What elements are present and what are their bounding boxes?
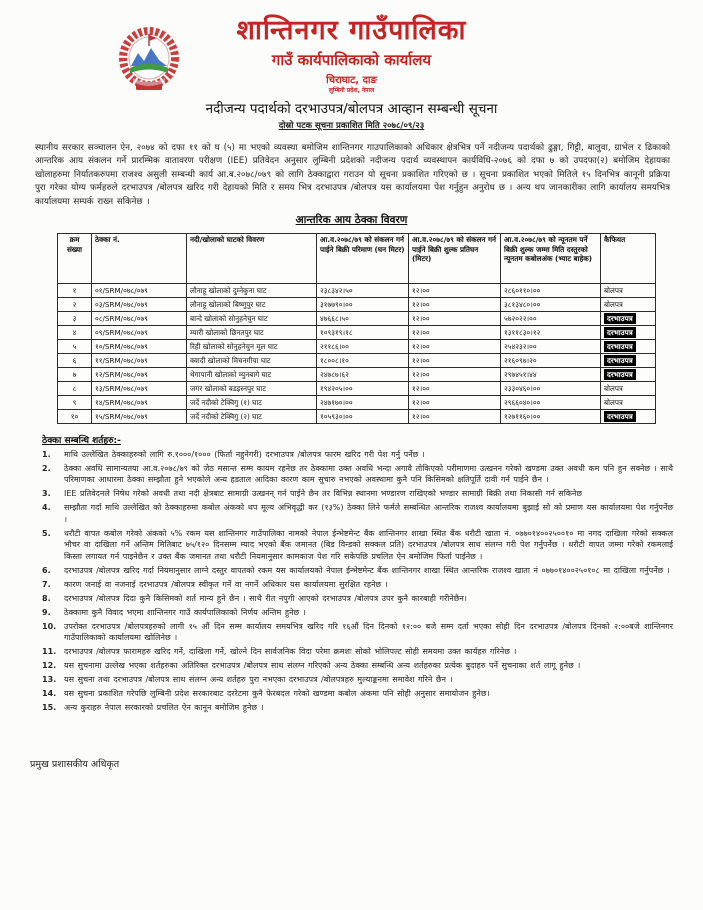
- remark-label: बोलपत्र: [604, 286, 623, 296]
- term-text: सम्झौता गर्दा माथि उल्लेखित को ठेक्काहरुमा कबोल अंकको थप मूल्य अभिवृद्धी कर (१३%) ठेक्का लिने फर्मले सम्बन्धित आन्तरिक राजश्व कार्यालयमा बुझाई सो को प्रमाण यस कार्यालयमा पेश गर्नुपर्नेछ ।: [64, 503, 673, 524]
- notice-title: नदीजन्य पदार्थको दरभाउपत्र/बोलपत्र आव्हान सम्बन्धी सूचना: [205, 101, 498, 117]
- remark: [601, 382, 656, 396]
- term-number: 4.: [42, 503, 51, 513]
- term-item: [42, 463, 673, 486]
- min-bid-amount: ५७२०२२।००: [501, 312, 601, 326]
- term-number: 15.: [42, 703, 57, 713]
- term-item: [42, 607, 673, 618]
- column-header-6: कैफियत: [601, 234, 656, 284]
- term-text: दरभाउपत्र /बोलपत्र खरिद गर्दा नियमानुसार लाग्ने दस्तुर वापतको रकम यस कार्यालयको नेपाल ईन्भेष्टमेन्ट बैंक शान्तिनगर शाखा स्थित आन्तरिक राजश्व खाता नं ०७७०१४००२५०१०८ मा दाखिला गर्नुपर्नेछ ।: [64, 565, 670, 575]
- term-item: [42, 674, 673, 685]
- contract-no: ०९/SRM/०७८/०७९: [92, 326, 187, 340]
- sn: ४: [58, 326, 92, 340]
- table-row: [58, 410, 656, 424]
- remark-label: दरभाउपत्र: [604, 369, 636, 380]
- contract-no: ०८/SRM/०७८/०७९: [92, 312, 187, 326]
- contract-no: १२/SRM/०७८/०७९: [92, 368, 187, 382]
- contract-no: ११/SRM/०७८/०७९: [92, 354, 187, 368]
- contract-no: ०१/SRM/०७८/०७९: [92, 284, 187, 298]
- signature-title: प्रमुख प्रशासकीय अधिकृत: [30, 759, 120, 771]
- office-place: चिराघाट, दाङ: [326, 75, 377, 86]
- notice-body-paragraph: स्थानीय सरकार सञ्चालन ऐन, २०७४ को दफा ११ को घ (५) मा भएको व्यवस्था बमोजिम शान्तिनगर गाउपालिकाको अधिकार क्षेत्रभित्र पर्ने नदीजन्य पदार्थको ढुङ्गा, गिट्टी, बालुवा, ग्राभेल र ढिकाको आन्तरिक आय संकलन गर्ने प्रारम्भिक वातावरण परीक्षण (IEE) प्रतिवेदन अनुसार लुम्बिनी प्रदेशको नदीजन्य पदार्थ व्यवस्थापन कार्यविधि-२०७६ को दफा ७ को उपदफा(२) बमोजिम देहायका खोलाहरुमा निर्यातकरुपमा राजश्व असुली सम्बन्धी कार्य आ.ब.२०७८/०७९ को लागि ठेक्काद्वारा गराउन यो सूचना प्रकाशित गरिएको छ । सूचना प्रकाशित भएको मितिले १५ दिनभित्र कानूनी प्रक्रिया पुरा गरेका योग्य फर्महरुले दरभाउपत्र /बोलपत्र खरिद गरी देहायको मिति र समय भित्र दरभाउपत्र /बोलपत्र यस कार्यालयमा पेश गर्नुहुन अनुरोध छ । अन्य थप जानकारीका लागि कार्यालय समयभित्र कार्यालयमा सम्पर्क राख्न सकिनेछ ।: [35, 143, 670, 207]
- quantity: ४७६६८।५०: [317, 312, 409, 326]
- remark-label: दरभाउपत्र: [604, 313, 636, 324]
- term-number: 5.: [42, 528, 51, 538]
- term-text: उपरोक्त दरभाउपत्र /बोलपत्रहरुको लागी १५ औं दिन सम्म कार्यालय समयभित्र खरिद गरि १६औं दिन दिनको १२:०० बजे सम्म दर्ता भएका सोही दिन दरभाउपत्र /बोलपत्र दिनको २:००बजे शान्तिनगर गाउँपालिकाको कार्यालयमा खोलिनेछ ।: [64, 621, 673, 643]
- min-bid-amount: १२७११६०।००: [501, 410, 601, 424]
- publish-date-line: दोस्रो पटक सूचना प्रकाशित मिति २०७८/०९/२३: [278, 121, 425, 131]
- nepal-coat-of-arms-icon: [119, 26, 179, 96]
- term-item: [42, 646, 673, 657]
- term-number: 2.: [42, 464, 51, 474]
- table-header: [58, 234, 656, 284]
- rate: १२।००: [409, 354, 501, 368]
- table-row: [58, 284, 656, 298]
- remark-label: बोलपत्र: [604, 384, 623, 394]
- ghat-description: क्वादी खोलाको मिचनगीया घाट: [187, 354, 317, 368]
- min-bid-amount: ३८१३४८०।००: [501, 298, 601, 312]
- term-number: 11.: [42, 647, 57, 657]
- remark-label: दरभाउपत्र: [604, 341, 636, 352]
- rate: १२।००: [409, 396, 501, 410]
- remark: [601, 284, 656, 298]
- term-number: 14.: [42, 689, 57, 699]
- term-item: [42, 621, 673, 644]
- term-item: [42, 593, 673, 604]
- table-row: [58, 340, 656, 354]
- sn: ८: [58, 382, 92, 396]
- table-row: [58, 298, 656, 312]
- column-header-1: ठेक्का नं.: [92, 234, 187, 284]
- term-number: 9.: [42, 607, 51, 617]
- rate: १२।००: [409, 382, 501, 396]
- ghat-description: लौनाहू खोलाको दुम्नेकुना घाट: [187, 284, 317, 298]
- rate: १२।००: [409, 340, 501, 354]
- column-header-3: आ.व.२०७८/७९ को संकलन गर्न पाईने बिक्री परिमाण (घन मिटर): [317, 234, 409, 284]
- term-text: कारण जनाई वा नजनाई दरभाउपत्र /बोलपत्र स्वीकृत गर्ने वा नगर्ने अधिकार यस कार्यालयमा सुरक्षित रहनेछ ।: [64, 579, 388, 589]
- term-item: [42, 565, 673, 576]
- rate: १२।००: [409, 284, 501, 298]
- term-text: ठेक्कामा कुनै विवाद भएमा शान्तिनगर गाउँ कार्यपालिकाको निर्णय अन्तिम हुनेछ ।: [64, 607, 306, 617]
- term-number: 8.: [42, 593, 51, 603]
- document-header: [0, 0, 703, 131]
- ghat-description: जगर खोलाको बडइस्नपुर घाट: [187, 382, 317, 396]
- table-row: [58, 396, 656, 410]
- term-text: दरभाउपत्र /बोलपत्र दिदा कुनै किसिमको शर्त मान्य हुने छैन । साथै रीत नपुगी आएको दरभाउपत्र /बोलपत्र उपर कुनै कारबाही गरीनेछैन।: [64, 593, 467, 603]
- term-item: [42, 660, 673, 671]
- sn: १: [58, 284, 92, 298]
- contract-no: १४/SRM/०७८/०७९: [92, 396, 187, 410]
- ghat-description: म्यारी खोलाको छिनतपुर घाट: [187, 326, 317, 340]
- contract-no: ०३/SRM/०७८/०७९: [92, 298, 187, 312]
- quantity: १८००८।१०: [317, 354, 409, 368]
- min-bid-amount: २८६०११०।००: [501, 284, 601, 298]
- remark-label: बोलपत्र: [604, 398, 623, 408]
- term-number: 6.: [42, 565, 51, 575]
- sn: ३: [58, 312, 92, 326]
- min-bid-amount: २९६६०४०।००: [501, 396, 601, 410]
- quantity: २११८६।००: [317, 340, 409, 354]
- ghat-description: लौनाहू खोलाको बिष्णुपुर घाट: [187, 298, 317, 312]
- sn: ५: [58, 340, 92, 354]
- quantity: ३१७७९०।००: [317, 298, 409, 312]
- contract-details-table: [57, 233, 656, 424]
- sn: ९: [58, 396, 92, 410]
- sn: १०: [58, 410, 92, 424]
- term-text: माथि उल्लेखित ठेक्काहरुको लागि रु.१०००/१००० (फिर्ता नहुनेगरी) दरभाउपत्र /बोलपत्र फारम खरिद गरी पेश गर्नु पर्नेछ ।: [64, 450, 425, 460]
- term-item: [42, 702, 673, 713]
- term-text: यस सुचना तथा दरभाउपत्र /बोलपत्र साथ संलग्न अन्य शर्तहरु पुरा नभएका दरभाउपत्र /बोलपत्रहरु मुल्याङ्कनमा समावेश गरिने छैन ।: [64, 675, 453, 685]
- terms-list: [42, 449, 673, 713]
- rate: १२।००: [409, 326, 501, 340]
- ghat-description: जर्दे नदीको टेक्विगु (२) घाट: [187, 410, 317, 424]
- contract-no: १३/SRM/०७८/०७९: [92, 382, 187, 396]
- remark-label: दरभाउपत्र: [604, 355, 636, 366]
- term-text: IEE प्रतिवेदनले निषेध गरेको अवधी तथा नदी क्षेत्रबाट सामाग्री उत्खनन् गर्न पाईने छैन तर विभिन्न स्थानमा भण्डारण राखिएको भण्डार सामाग्री बिक्री तथा निकासी गर्न सकिनेछ: [64, 489, 582, 499]
- remark: [601, 340, 656, 354]
- column-header-0: क्रम संख्या: [58, 234, 92, 284]
- min-bid-amount: २१६०९७।२०: [501, 354, 601, 368]
- rate: १२।००: [409, 410, 501, 424]
- min-bid-amount: १३११८३०।१२: [501, 326, 601, 340]
- remark: [601, 298, 656, 312]
- column-header-4: आ.व.२०७८/७९ को संकलन गर्न पाईने बिक्री शुल्क प्रतिघन (मिटर): [409, 234, 501, 284]
- remark: [601, 354, 656, 368]
- sn: ७: [58, 368, 92, 382]
- table-body: [58, 284, 656, 424]
- term-number: 13.: [42, 675, 57, 685]
- terms-heading: ठेक्का सम्बन्धि शर्तहरु:-: [42, 436, 121, 447]
- office-subtitle: गाउँ कार्यपालिकाको कार्यालय: [271, 51, 432, 69]
- contract-no: १०/SRM/०७८/०७९: [92, 340, 187, 354]
- term-text: दरभाउपत्र /बोलपत्र फारामहरु खरिद गर्ने, दाखिला गर्ने, खोल्ने दिन सार्वजनिक विदा परेमा क्रमशः सोको भोलिपल्ट सोही समयमा उक्त कार्यहरु गरिनेछ ।: [64, 647, 517, 657]
- quantity: २४७१७०।००: [317, 396, 409, 410]
- quantity: २४७८७।६२: [317, 368, 409, 382]
- term-text: धरौटी वापत कबोल गरेको अंकको ५% रकम यस शान्तिनगर गाउँपालिका नामको नेपाल ईन्भेष्टमेन्ट बैंक शान्तिनगर शाखा स्थित बैंक धरौटी खाता नं. ०७७०१४००२५००१० मा नगद दाखिला गरेको सक्कल भौचर वा दाखिला गर्ने अन्तिम मितिबाट ७५/१२० दिनसम्म म्याद भएको बैंक जमानत (बिड विन्डको सक्कल प्रति) दरभाउपत्र /बोलपत्र साथ संलग्न गरी पेश गर्नुपर्नेछ । धरौटी वापत जम्मा गरेको रकमलाई किस्ता लगायत गर्न पाइनेछैन र उक्त बैंक जमानत तथा धरौटी नियमानुसार कामकाज पेश गरि सकेपछि प्रचलित ऐन बमोजिम फिर्ता पाईनेछ ।: [64, 528, 673, 561]
- ghat-description: रिही खोलाको सोनुहनेचुन मूल घाट: [187, 340, 317, 354]
- table-title: आन्तरिक आय ठेक्का विवरण: [295, 214, 408, 227]
- term-item: [42, 502, 673, 525]
- terms-section: [42, 433, 673, 713]
- term-item: [42, 688, 673, 699]
- term-number: 1.: [42, 450, 51, 460]
- term-number: 10.: [42, 621, 57, 631]
- term-item: [42, 579, 673, 590]
- remark: [601, 326, 656, 340]
- quantity: १९४२०५।००: [317, 382, 409, 396]
- table-row: [58, 382, 656, 396]
- sn: २: [58, 298, 92, 312]
- remark: [601, 410, 656, 424]
- sn: ६: [58, 354, 92, 368]
- term-item: [42, 528, 673, 562]
- province-line: लुम्बिनी प्रदेश, नेपाल: [328, 87, 375, 94]
- min-bid-amount: २३३०४६०।००: [501, 382, 601, 396]
- municipality-title: शान्तिनगर गाउँपालिका: [236, 15, 467, 46]
- rate: १२।००: [409, 312, 501, 326]
- ghat-description: जर्दे नदीको टेक्विगु (१) घाट: [187, 396, 317, 410]
- remark-label: दरभाउपत्र: [604, 327, 636, 338]
- quantity: १०५९३०।००: [317, 410, 409, 424]
- remark: [601, 368, 656, 382]
- term-number: 12.: [42, 661, 57, 671]
- remark-label: दरभाउपत्र: [604, 411, 636, 422]
- table-row: [58, 368, 656, 382]
- contract-no: १५/SRM/०७८/०७९: [92, 410, 187, 424]
- remark: [601, 312, 656, 326]
- remark-label: बोलपत्र: [604, 300, 623, 310]
- ghat-description: बान्दे खोलाको सोनुहनेचुन घाट: [187, 312, 317, 326]
- table-row: [58, 326, 656, 340]
- ghat-description: थेगापानी खोलाको म्युनबागे घाट: [187, 368, 317, 382]
- rate: १२।००: [409, 368, 501, 382]
- table-row: [58, 312, 656, 326]
- min-bid-amount: २५४२३२।००: [501, 340, 601, 354]
- term-item: [42, 449, 673, 460]
- term-text: यस सुचनामा उल्लेख भएका शर्तहरुका अतिरिक्त दरभाउपत्र /बोलपत्र साथ संलग्न गरिएको अन्य ठेक्का सम्बन्धि अन्य शर्तहरुका प्रत्येक बुदाहरु पर्ने सुचनाका शर्त लागू हुनेछ ।: [64, 661, 581, 671]
- quantity: २३८३४२।५०: [317, 284, 409, 298]
- remark: [601, 396, 656, 410]
- term-text: यस सुचना प्रकाशित गरेपछि लुम्बिनी प्रदेश सरकारबाट दररेटमा कुनै फेरबदल गरेको खण्डमा कबोल अंकमा पनि सोही अनुसार समायोजन हुनेछ।: [64, 689, 490, 699]
- rate: १२।००: [409, 298, 501, 312]
- column-header-5: आ.व.२०७८/७९ को न्यूनतम पर्ने बिक्री शुल्क जम्मा मिति दस्तुरको न्यूनतम कबोलअंक (भ्याट बाहेक): [501, 234, 601, 284]
- term-text: ठेक्का अवधि सामान्यतया आ.व.२०७८/७९ को जेठ मसान्त सम्म कायम रहनेछ तर ठेक्कामा उक्त अवधि भन्दा अगावै तोकिएको परीमाणमा उत्खनन गरेको खण्डमा उक्त अवधी कम पनि हुन सक्नेछ । साथै परिमाणका आधारमा ठेक्का सम्झौता हुने भएकोले अन्य हडताल आदिका कारण काम सुचारु नभएको अवस्थामा कुनै पनि किसिमको क्षतिपूर्ति दावी गर्न पाईने छैन ।: [64, 464, 673, 485]
- term-number: 3.: [42, 489, 51, 499]
- column-header-2: नदी/खोलाको घाटको विवरण: [187, 234, 317, 284]
- term-number: 7.: [42, 579, 51, 589]
- term-text: अन्य कुराहरु नेपाल सरकारको प्रचलित ऐन कानून बमोजिम हुनेछ ।: [64, 703, 264, 713]
- table-row: [58, 354, 656, 368]
- term-item: [42, 488, 673, 499]
- quantity: १०९३१९।१८: [317, 326, 409, 340]
- min-bid-amount: २९७४५१।४४: [501, 368, 601, 382]
